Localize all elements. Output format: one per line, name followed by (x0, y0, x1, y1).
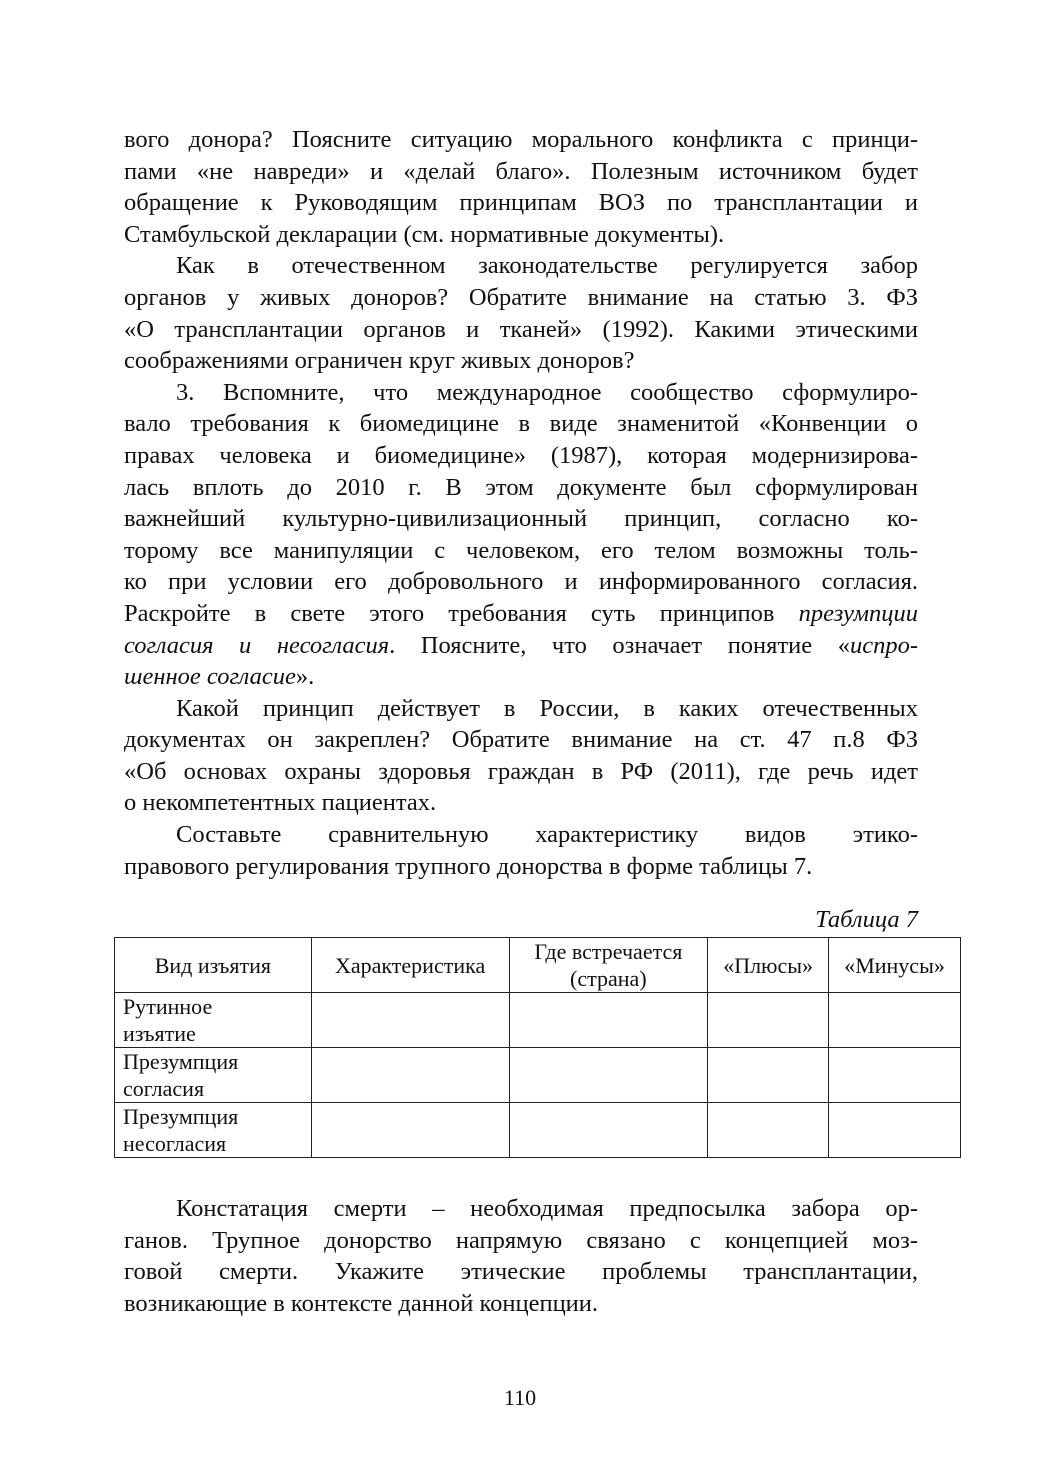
header-cell (509, 938, 708, 993)
text-line: Какой принцип действует в России, в каких отечественных (176, 694, 918, 722)
table-header-row (115, 938, 961, 993)
header-line: Где встречается (534, 939, 683, 964)
text-fragment: Раскройте в свете этого требования суть принципов (124, 599, 799, 627)
text-fragment: ». (295, 663, 315, 691)
text-line (124, 661, 918, 693)
text-line: документах он закреплен? Обратите внимание на ст. 47 п.8 ФЗ (124, 726, 918, 754)
empty-cell (509, 1048, 708, 1103)
text-line: Констатация смерти – необходимая предпосылка забора ор- (176, 1195, 918, 1222)
text-line: вого донора? Поясните ситуацию морального конфликта с принци- (124, 126, 918, 153)
text-line (124, 598, 918, 630)
text-line: 3. Вспомните, что международное сообщество сформулиро- (176, 378, 918, 406)
text-line: «О трансплантации органов и тканей» (1992). Какими этическими (124, 315, 918, 343)
empty-cell (509, 993, 708, 1048)
comparison-table (114, 937, 961, 1158)
text-line (124, 630, 918, 662)
empty-cell (311, 1048, 509, 1103)
empty-cell (708, 1103, 829, 1158)
italic-term: презумпции (798, 599, 918, 627)
page-number: 110 (503, 1385, 537, 1410)
text-line: соображениями ограничен круг живых доноров? (124, 347, 635, 375)
row-label-cell (115, 1103, 312, 1158)
text-line: лась вплоть до 2010 г. В этом документе был сформулирован (124, 473, 918, 501)
text-line: правах человека и биомедицине» (1987), которая модернизирова- (124, 441, 918, 469)
header-cell: «Плюсы» (708, 938, 829, 993)
empty-cell (311, 1103, 509, 1158)
closing-paragraph (124, 1193, 918, 1319)
row-label-line: несогласия (123, 1131, 227, 1156)
text-fragment: . Поясните, что означает понятие « (389, 631, 850, 659)
table-row (115, 1103, 961, 1158)
table-caption: Таблица 7 (815, 906, 918, 933)
text-line: ко при условии его добровольного и информированного согласия. (124, 568, 918, 596)
italic-term: согласия и несогласия (124, 631, 390, 659)
text-line: правового регулирования трупного донорства в форме таблицы 7. (124, 852, 813, 880)
row-label-line: Рутинное (123, 994, 213, 1019)
text-line: ганов. Трупное донорство напрямую связано с концепцией моз- (124, 1226, 918, 1254)
empty-cell (829, 1048, 961, 1103)
text-line: органов у живых доноров? Обратите внимание на статью 3. ФЗ (124, 283, 918, 311)
row-label-line: Презумпция (123, 1049, 239, 1074)
text-line: пами «не навреди» и «делай благо». Полезным источником будет (124, 157, 918, 185)
table-row (115, 993, 961, 1048)
text-line: обращение к Руководящим принципам ВОЗ по трансплантации и (124, 189, 918, 217)
empty-cell (829, 993, 961, 1048)
text-line: вало требования к биомедицине в виде знаменитой «Конвенции о (124, 410, 918, 438)
text-line: важнейший культурно-цивилизационный принцип, согласно ко- (124, 505, 918, 533)
text-line: Стамбульской декларации (см. нормативные документы). (124, 220, 725, 248)
text-line: говой смерти. Укажите этические проблемы трансплантации, (124, 1258, 918, 1286)
row-label-line: Презумпция (123, 1104, 239, 1129)
row-label-cell (115, 993, 312, 1048)
italic-term: испро- (849, 631, 918, 659)
header-cell: «Минусы» (829, 938, 961, 993)
row-label-line: согласия (123, 1076, 205, 1101)
empty-cell (708, 1048, 829, 1103)
text-line: Составьте сравнительную характеристику видов этико- (176, 821, 918, 849)
row-label-cell (115, 1048, 312, 1103)
main-text (124, 124, 918, 882)
row-label-line: изъятие (123, 1021, 196, 1046)
italic-term: шенное согласие (124, 663, 296, 691)
header-cell: Характеристика (311, 938, 509, 993)
table-row (115, 1048, 961, 1103)
empty-cell (509, 1103, 708, 1158)
empty-cell (311, 993, 509, 1048)
empty-cell (708, 993, 829, 1048)
header-line: (страна) (570, 966, 647, 991)
text-line: торому все манипуляции с человеком, его телом возможны толь- (124, 536, 918, 564)
header-cell: Вид изъятия (115, 938, 312, 993)
text-line: «Об основах охраны здоровья граждан в РФ (2011), где речь идет (124, 757, 918, 785)
empty-cell (829, 1103, 961, 1158)
text-line: Как в отечественном законодательстве регулируется забор (176, 252, 918, 280)
text-line: о некомпетентных пациентах. (124, 789, 437, 817)
text-line: возникающие в контексте данной концепции. (124, 1289, 599, 1317)
